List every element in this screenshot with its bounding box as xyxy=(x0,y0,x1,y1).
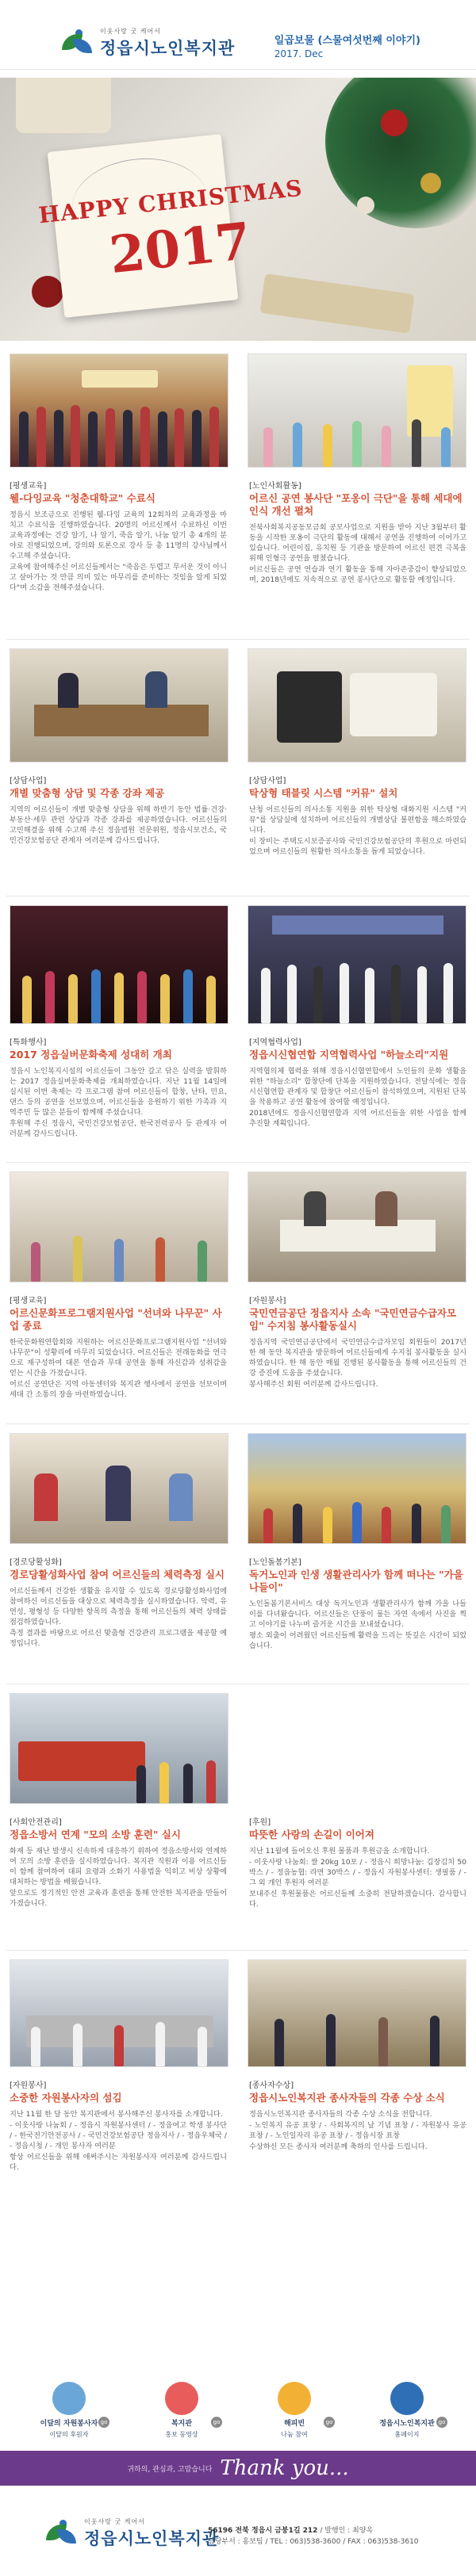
banner-volunteer-of-month[interactable]: 이달의 자원봉사자 이달의 후원자 go xyxy=(25,2382,113,2437)
article-category: [자원봉사] xyxy=(10,2081,47,2090)
article-fitness xyxy=(10,1555,227,1649)
article-category: [자원봉사] xyxy=(249,1297,286,1305)
banner-happybean[interactable]: 해피빈 나눔 참여 go xyxy=(251,2382,338,2437)
article-category: [사회안전관리] xyxy=(10,1818,62,1827)
quick-links xyxy=(0,2378,476,2441)
article-body: 지난 11월에 들어오신 후원 물품과 후원금을 소개합니다. - 이웃사랑 나눔회: 쌀 20kg 10포 / - 정읍시 희망나눔: 김장김치 50박스 / - 정읍농협: 라면 30박스 / - 정읍시 자원봉사센터: 생필품 / - 그 외 개인 후원자 여러분 보내주신 후원물품은 어르신들께 소중히 전달하겠습니다. 감사합니다. xyxy=(249,1847,466,1909)
article-kemu xyxy=(249,774,466,858)
article-category: [평생교육] xyxy=(10,482,47,491)
article-body: 지역협의체 협력을 위해 정읍시신협연합에서 노인들의 문화 생활을 위한 "하늘소리" 합창단에 단복을 지원하였습니다. 전달식에는 정읍시신협연합 관계자 및 합창단 어르신들이 참석하였으며, 지원된 단복을 착용하고 공연 활동에 참여할 예정입니다. 2018년에도 정읍시신협연합과 지역 어르신들을 위한 사업을 함께 추진할 계획입니다. xyxy=(249,1067,466,1129)
article-body: 어르신들께서 건강한 생활을 유지할 수 있도록 경로당활성화사업에 참여하신 어르신들을 대상으로 체력측정을 실시하였습니다. 악력, 유연성, 평형성 등 다양한 항목의 측정을 통해 어르신들의 체력 상태를 점검하였습니다. 측정 결과를 바탕으로 어르신 맞춤형 건강관리 프로그램을 제공할 예정입니다. xyxy=(10,1587,227,1649)
article-counseling xyxy=(10,774,227,847)
article-body: 전북사회복지공동모금회 공모사업으로 지원을 받아 지난 3월부터 활동을 시작한 포옹이 극단의 활동에 대해서 공연을 진행하여 이어가고 있습니다. 어린이집, 유치원 등 기관을 방문하여 어르신 편견 극복을 위해 인형극 공연을 펼쳤습니다. 어르신들은 공연 연습과 연기 활동을 통해 자아존중감이 향상되었으며, 2018년에도 지속적으로 공연 봉사단으로 활동할 예정입니다. xyxy=(249,523,466,585)
article-title[interactable]: 웰-다잉교육 "청춘대학교" 수료식 xyxy=(10,492,155,504)
article-title[interactable]: 소중한 자원봉사자의 섬김 xyxy=(10,2092,122,2104)
article-title[interactable]: 독거노인과 인생 생활관리사가 함께 떠나는 "가을 나들이" xyxy=(249,1569,463,1593)
hero-christmas-image xyxy=(0,78,476,341)
thanks-big: Thank you... xyxy=(220,2456,349,2480)
photo-puppet-show xyxy=(248,354,466,468)
article-title[interactable]: 경로당활성화사업 참여 어르신들의 체력측정 실시 xyxy=(10,1569,225,1580)
article-body: 정읍지역 국민연금공단에서 국민연금수급자모임 회원들이 2017년 한 해 동안 복지관을 방문하여 어르신들에게 수지침 봉사활동을 실시하였습니다. 한 해 동안 매월 진행된 봉사활동을 통해 어르신들의 건강 증진에 도움을 주셨습니다. 봉사해주신 회원 여러분께 감사드립니다. xyxy=(249,1338,466,1389)
photo-staff-award xyxy=(248,1959,466,2067)
article-body: 지난 11월 한 달 동안 복지관에서 봉사해주신 봉사자를 소개합니다. - 이웃사랑 나눔회 / - 정읍시 자원봉사센터 / - 정읍여고 학생 봉사단 / - 한국전기안전공사 / - 국민건강보험공단 정읍지사 / - 정읍우체국 / - 정읍시청 / - 개인 봉사자 여러분 항상 어르신들을 위해 애써주시는 자원봉사자 여러분께 감사드립니다. xyxy=(10,2110,227,2173)
article-volunteers xyxy=(10,2078,227,2173)
article-title[interactable]: 탁상형 태블릿 시스템 "커뮤" 설치 xyxy=(249,787,398,799)
article-body: 정읍시 노인복지시설의 어르신들이 그동안 갈고 닦은 실력을 발휘하는 2017 정읍실버문화축제를 개최하였습니다. 지난 11월 14일에 실시된 이번 축제는 각 프로그램 참여 어르신들이 합창, 난타, 민요, 댄스 등의 공연을 선보였으며, 어르신들을 응원하기 위한 가족과 지역주민 등 많은 분들이 함께해 주셨습니다. 후원해 주신 정읍시, 국민건강보험공단, 한국전력공사 등 관계자 여러분께 감사드립니다. xyxy=(10,1067,227,1139)
article-title[interactable]: 정읍소방서 연계 "모의 소방 훈련" 실시 xyxy=(10,1829,181,1840)
article-title[interactable]: 어르신 공연 봉사단 "포옹이 극단"을 통해 세대에 인식 개선 펼쳐 xyxy=(249,492,463,517)
home-icon xyxy=(390,2382,424,2415)
article-fire-drill xyxy=(10,1815,227,1909)
article-category: [후원] xyxy=(249,1818,271,1827)
article-category: [지역협력사업] xyxy=(249,1038,301,1047)
org-logo[interactable] xyxy=(62,27,235,59)
photo-volunteers-kitchen xyxy=(10,1959,228,2067)
org-logo-icon xyxy=(62,29,94,58)
photo-acupuncture xyxy=(248,1171,466,1282)
photo-graduation xyxy=(10,354,228,468)
photo-silver-festival xyxy=(10,905,228,1024)
article-autumn-outing xyxy=(249,1555,466,1652)
issue-info xyxy=(274,32,420,59)
go-button[interactable]: go xyxy=(98,2417,109,2428)
org-name: 정읍시노인복지관 xyxy=(100,38,236,58)
photo-fire-drill xyxy=(10,1693,228,1804)
org-slogan: 이웃사랑 굿 케어서 xyxy=(100,28,161,35)
article-title[interactable]: 개별 맞춤형 상담 및 각종 강좌 제공 xyxy=(10,787,165,799)
article-welldying xyxy=(10,479,227,594)
article-body: 화재 등 재난 발생시 신속하게 대응하기 위하여 정읍소방서와 연계하여 모의 소방 훈련을 실시하였습니다. 복지관 직원과 이용 어르신들이 함께 참여하여 대피 요령과 소화기 사용법을 익히고 비상 상황에 대처하는 방법을 배웠습니다. 앞으로도 정기적인 안전 교육과 훈련을 통해 안전한 복지관을 만들어 가겠습니다. xyxy=(10,1847,227,1909)
article-staff-awards xyxy=(249,2078,466,2153)
footer-address: 56196 전북 정읍시 금붕1길 212 / 발행인 : 최양옥 담당부서 : 홍보팀 / TEL : 063)538-3600 / FAX : 063)538-3610 xyxy=(208,2527,419,2547)
heart-hands-icon xyxy=(52,2382,86,2415)
article-body: 정읍시노인복지관 종사자들의 각종 수상 소식을 전합니다. - 노인복지 유공 표창 / - 사회복지의 날 기념 표창 / - 자원봉사 유공 표창 / - 노인일자리 유공 표창 / - 정읍시장 표창 수상하신 모든 종사자 여러분께 축하의 인사를 드립니다. xyxy=(249,2110,466,2152)
go-button[interactable]: go xyxy=(324,2417,335,2428)
article-title[interactable]: 정읍시신협연합 지역협력사업 "하늘소리"지원 xyxy=(249,1049,449,1061)
article-body: 한국문화원연합회와 지원하는 어르신문화프로그램지원사업 "선녀와 나무꾼"이 성황리에 마무리 되었습니다. 어르신들은 전래동화를 연극으로 재구성하여 대본 연습과 무대 공연을 통해 자신감과 성취감을 얻는 시간을 가졌습니다. 어르신 공연단은 지역 아동센터와 복지관 행사에서 공연을 선보이며 세대 간 소통의 장을 마련하였습니다. xyxy=(10,1338,227,1400)
article-category: [경로당활성화] xyxy=(10,1558,62,1567)
article-body: 난청 어르신들의 의사소통 지원을 위한 탁상형 대화지원 시스템 "커뮤"를 상담실에 설치하여 어르신들의 개별상담 불편함을 해소하였습니다. 이 장비는 주택도시보증공사와 국민건강보험공단의 후원으로 마련되었으며 어르신들의 원활한 의사소통을 돕게 되었습니다. xyxy=(249,805,466,857)
hero-line2: 2017 xyxy=(106,211,254,286)
article-category: [특화행사] xyxy=(10,1038,47,1047)
thank-you-banner xyxy=(0,2451,476,2486)
play-icon xyxy=(165,2382,198,2415)
banner-promo-video[interactable]: 복지관 홍보 동영상 go xyxy=(138,2382,225,2437)
org-logo-icon xyxy=(46,2520,78,2548)
article-body: 노인돌봄기본서비스 대상 독거노인과 생활관리사가 함께 가을 나들이를 다녀왔습니다. 어르신들은 단풍이 물든 자연 속에서 사진을 찍고 이야기를 나누며 즐거운 시간을 보내셨습니다. 평소 외출이 어려웠던 어르신들께 활력을 드리는 뜻깊은 시간이 되었습니다. xyxy=(249,1599,466,1651)
bean-icon xyxy=(278,2382,311,2415)
header xyxy=(0,0,476,70)
footer xyxy=(0,2497,476,2576)
article-body: 지역의 어르신들이 개별 맞춤형 상담을 위해 하반기 동안 법률·건강·부동산·세무 관련 상담과 각종 강좌를 제공하였습니다. 어르신들의 고민해결을 위해 수고해 주신 정읍법원 전문위원, 정읍시보건소, 국민건강보험공단 관계자 여러분께 감사드립니다. xyxy=(10,805,227,846)
footer-logo[interactable]: 이웃사랑 굿 케어서 정읍시노인복지관 xyxy=(46,2517,219,2550)
article-woodcutter xyxy=(10,1294,227,1401)
newsletter-title: 일곱보물 (스물여섯번째 이야기) xyxy=(274,35,420,47)
go-button[interactable]: go xyxy=(211,2417,222,2428)
article-category: [종사자수상] xyxy=(249,2081,294,2090)
hero-line1: HAPPY CHRISTMAS xyxy=(37,174,304,229)
article-puppet-troupe xyxy=(249,479,466,586)
article-category: [평생교육] xyxy=(10,1297,47,1305)
article-sinhyup xyxy=(249,1035,466,1129)
article-title[interactable]: 정읍시노인복지관 종사자들의 각종 수상 소식 xyxy=(249,2092,445,2104)
article-title[interactable]: 어르신문화프로그램지원사업 "선녀와 나무꾼" 사업 종료 xyxy=(10,1307,222,1332)
article-title[interactable]: 따뜻한 사랑의 손길이 이어져 xyxy=(249,1829,374,1840)
thanks-small: 귀하의, 관심과, 고맙습니다 xyxy=(127,2465,213,2474)
article-body: 정읍시 보조금으로 진행된 웰-다잉 교육의 12회차의 교육과정을 마치고 수료식을 진행하였습니다. 20명의 어르신께서 수료하신 이번 교육과정에는 건강 알기, 나 알기, 죽음 알기, 나눔 알기 총 4개의 분야로 진행되었으며, 강의와 토론으로 강사 등 총 11명의 강사님께서 수고해 주셨습니다. 교육에 참여해주신 어르신들께서는 "죽음은 두렵고 무서운 것이 아니고 살아가는 것 만큼 의미 있는 마무리를 준비하는 것임을 알게 되었다"며 소감을 전해주셨습니다. xyxy=(10,510,227,593)
photo-kemu-device xyxy=(248,648,466,762)
article-donations xyxy=(249,1815,466,1910)
article-category: [상담사업] xyxy=(10,777,47,785)
banner-homepage[interactable]: 정읍시노인복지관 홈페이지 go xyxy=(363,2382,451,2437)
article-category: [노인사회활동] xyxy=(249,482,301,491)
photo-counseling xyxy=(10,648,228,762)
issue-date: 2017. Dec xyxy=(274,48,324,59)
article-pension-volunteer xyxy=(249,1294,466,1390)
photo-fitness-test xyxy=(10,1433,228,1544)
article-title[interactable]: 국민연금공단 정읍지사 소속 "국민연금수급자모임" 수지침 봉사활동실시 xyxy=(249,1307,457,1332)
photo-play-performance xyxy=(10,1171,228,1282)
article-silver-festival xyxy=(10,1035,227,1140)
photo-choir-uniform xyxy=(248,905,466,1024)
go-button[interactable]: go xyxy=(436,2417,447,2428)
photo-autumn-outing xyxy=(248,1433,466,1544)
article-category: [노인돌봄기본] xyxy=(249,1558,301,1567)
article-title[interactable]: 2017 정읍실버문화축제 성대히 개최 xyxy=(10,1049,172,1061)
article-category: [상담사업] xyxy=(249,777,286,785)
